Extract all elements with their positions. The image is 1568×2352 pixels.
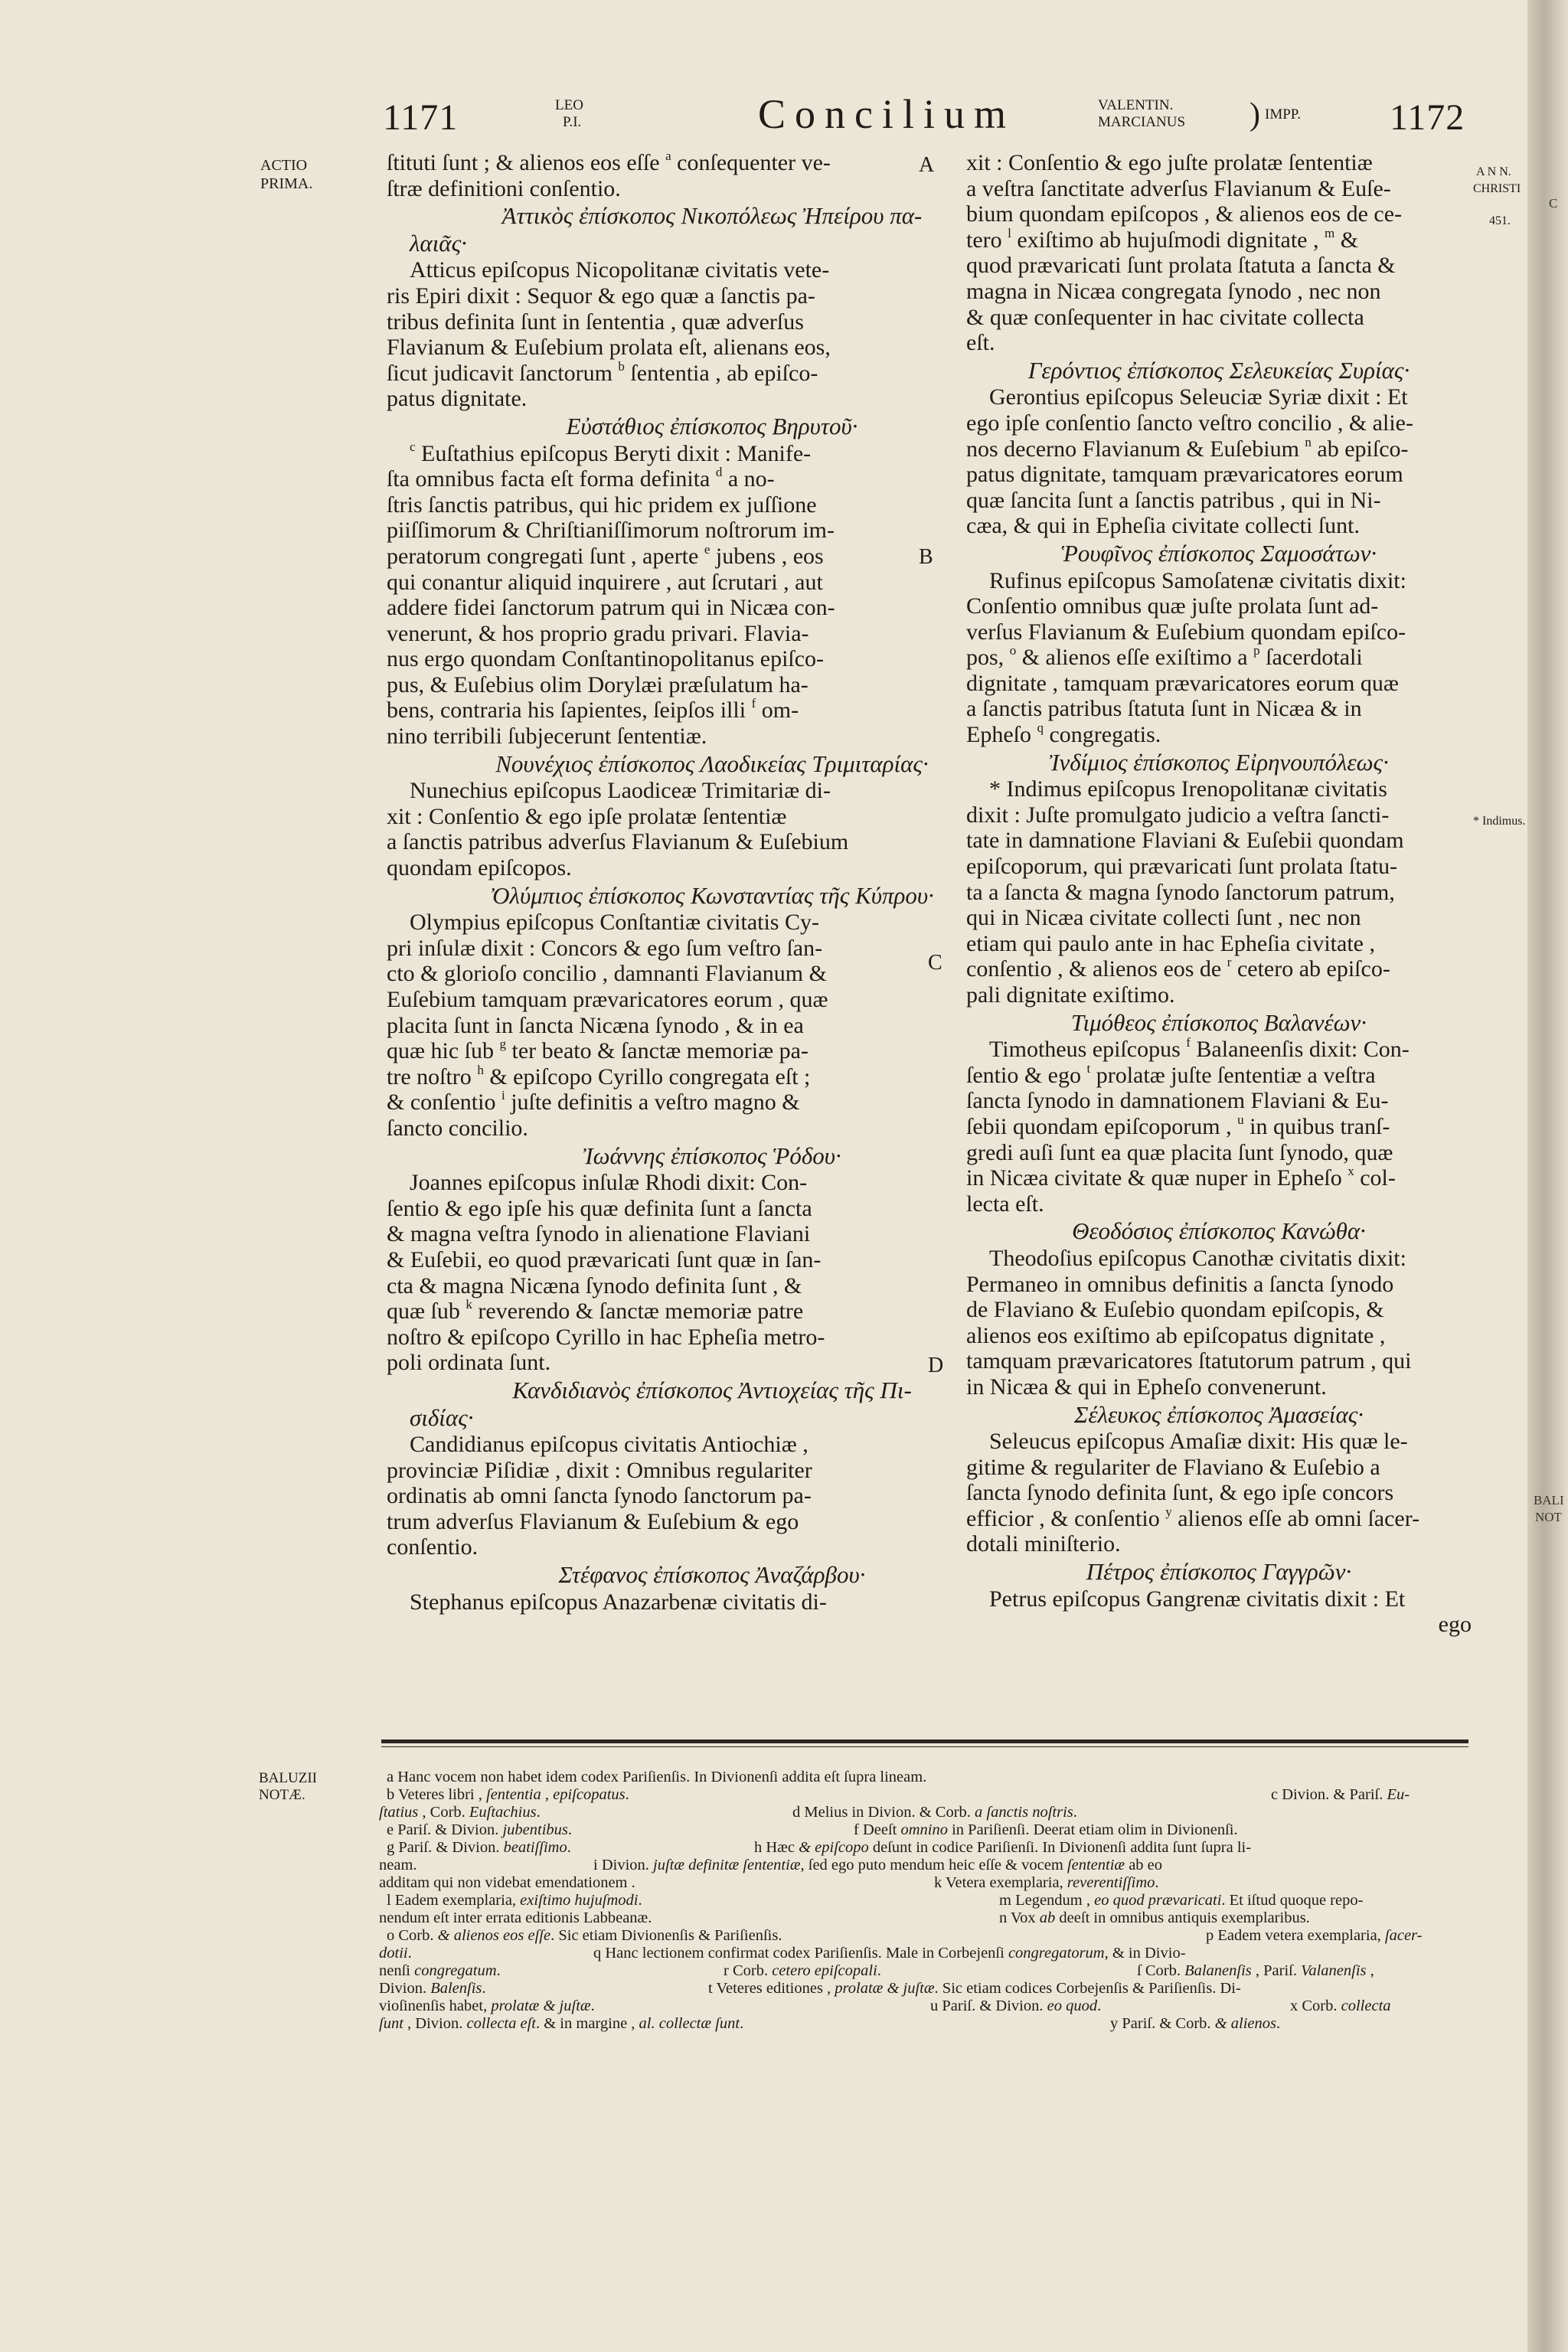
note-entry: x Corb. collecta bbox=[1290, 1998, 1391, 2014]
note-line bbox=[387, 1786, 1470, 1804]
note-entry: r Corb. cetero epiſcopali. bbox=[724, 1962, 881, 1979]
margin-indimus: * Indimus. bbox=[1473, 815, 1526, 828]
header-marcianus: MARCIANUS bbox=[1098, 114, 1186, 130]
text-line: noſtro & epiſcopo Cyrillo in hac Epheſia metro- bbox=[387, 1324, 825, 1350]
text-line: ſicut judicavit ſanctorum $^b$ ſententia , ab epiſco- bbox=[387, 358, 818, 386]
note-entry: u Pariſ. & Divion. eo quod. bbox=[930, 1998, 1102, 2014]
note-entry: e Pariſ. & Divion. jubentibus. bbox=[387, 1821, 573, 1838]
note-entry: ſtatius , Corb. Euſtachius. bbox=[379, 1804, 541, 1821]
note-entry: m Legendum , eo quod prævaricati. Et iſtud quoque repo- bbox=[999, 1892, 1364, 1909]
text-line: cto & glorioſo concilio , damnanti Flavianum & bbox=[387, 961, 827, 987]
edge-not: NOT bbox=[1535, 1510, 1562, 1524]
greek-heading: Τιμόθεος ἐπίσκοπος Βαλανέων· bbox=[1070, 1008, 1367, 1036]
text-line: Joannes epiſcopus inſulæ Rhodi dixit: Con- bbox=[410, 1170, 808, 1196]
margin-year: 451. bbox=[1489, 214, 1511, 227]
text-line: pali dignitate exiſtimo. bbox=[966, 982, 1175, 1008]
text-line: in Nicæa & qui in Epheſo convenerunt. bbox=[966, 1374, 1327, 1400]
text-line: Flavianum & Euſebium prolata eſt, alienans eos, bbox=[387, 335, 831, 361]
note-entry: t Veteres editiones , prolatæ & juſtæ. Sic etiam codices Corbejenſis & Pariſienſis. Di- bbox=[708, 1980, 1241, 1997]
page-number-right: 1172 bbox=[1390, 97, 1465, 138]
note-entry: c Divion. & Pariſ. Eu- bbox=[1271, 1786, 1410, 1803]
text-line: gitime & regulariter de Flaviano & Euſebio a bbox=[966, 1454, 1380, 1480]
note-entry: nendum eſt inter errata editionis Labbeanæ. bbox=[379, 1909, 652, 1926]
margin-actio: ACTIO bbox=[260, 157, 308, 174]
section-letter-b: B bbox=[919, 545, 933, 569]
note-line bbox=[379, 1980, 1470, 1998]
text-line: xit : Conſentio & ego ipſe prolatæ ſententiæ bbox=[387, 803, 787, 829]
text-line: ego ipſe conſentio ſancto veſtro concilio , & alie- bbox=[966, 410, 1413, 436]
text-line: Seleucus epiſcopus Amaſiæ dixit: His quæ le- bbox=[989, 1429, 1408, 1455]
note-entry: y Pariſ. & Corb. & alienos. bbox=[1110, 2015, 1281, 2032]
text-line: poli ordinata ſunt. bbox=[387, 1350, 551, 1376]
text-line: conſentio. bbox=[387, 1534, 479, 1560]
note-entry: neam. bbox=[379, 1857, 417, 1873]
note-line bbox=[379, 1962, 1470, 1980]
text-line: Gerontius epiſcopus Seleuciæ Syriæ dixit : Et bbox=[989, 384, 1408, 410]
note-line bbox=[379, 2015, 1470, 2033]
greek-heading: Κανδιδιανὸς ἐπίσκοπος Ἀντιοχείας τῆς Πι- bbox=[512, 1376, 912, 1403]
note-entry: q Hanc lectionem confirmat codex Pariſienſis. Male in Corbejenſi congregatorum, & in Divio- bbox=[593, 1945, 1186, 1962]
text-line: nos decerno Flavianum & Euſebium $^n$ ab epiſco- bbox=[966, 434, 1409, 462]
section-letter-d: D bbox=[928, 1354, 944, 1377]
text-line: Conſentio omnibus quæ juſte prolata ſunt ad- bbox=[966, 593, 1379, 619]
note-entry: h Hæc & epiſcopo deſunt in codice Pariſienſi. In Divionenſi addita ſunt ſupra li- bbox=[754, 1839, 1252, 1856]
page-number-left: 1171 bbox=[383, 97, 459, 138]
text-line: ſancta ſynodo definita ſunt, & ego ipſe concors bbox=[966, 1480, 1394, 1506]
note-entry: b Veteres libri , ſententia , epiſcopatus. bbox=[387, 1786, 629, 1803]
text-line: de Flaviano & Euſebio quondam epiſcopis, & bbox=[966, 1297, 1384, 1323]
note-line bbox=[379, 1804, 1470, 1821]
greek-heading: Θεοδόσιος ἐπίσκοπος Κανώθα· bbox=[1072, 1217, 1366, 1245]
text-line: ſtræ definitioni conſentio. bbox=[387, 175, 621, 201]
text-line: & Euſebii, eo quod prævaricati ſunt quæ in ſan- bbox=[387, 1246, 822, 1272]
text-line: quæ ſub $^k$ reverendo & ſanctæ memoriæ patre bbox=[387, 1297, 804, 1325]
note-entry: ſ Corb. Balanenſis , Pariſ. Valanenſis , bbox=[1137, 1962, 1374, 1979]
text-line: & conſentio $^i$ juſte definitis a veſtro magno & bbox=[387, 1088, 800, 1116]
text-line: verſus Flavianum & Euſebium quondam epiſco- bbox=[966, 619, 1406, 645]
text-line: in Nicæa civitate & quæ nuper in Epheſo $^x$ col- bbox=[966, 1164, 1396, 1191]
text-line: ſentio & ego ipſe his quæ definita ſunt a ſancta bbox=[387, 1195, 812, 1221]
greek-heading: Ῥουφῖνος ἐπίσκοπος Σαμοσάτων· bbox=[1060, 539, 1377, 567]
note-entry: Divion. Balenſis. bbox=[379, 1980, 486, 1997]
text-line: quæ ſancita ſunt a ſanctis patribus , qui in Ni- bbox=[966, 487, 1381, 513]
text-line: tre noſtro $^h$ & epiſcopo Cyrillo congregata eſt ; bbox=[387, 1062, 811, 1089]
text-line: Euſebium tamquam prævaricatores eorum , quæ bbox=[387, 987, 828, 1012]
text-line: ris Epiri dixit : Sequor & ego quæ a ſanctis pa- bbox=[387, 283, 815, 309]
note-line bbox=[379, 1998, 1470, 2015]
margin-christi: CHRISTI bbox=[1473, 182, 1521, 195]
text-line: quæ hic ſub $^g$ ter beato & ſanctæ memoriæ pa- bbox=[387, 1037, 808, 1064]
note-entry: n Vox ab deeſt in omnibus antiquis exemplaribus. bbox=[999, 1909, 1310, 1926]
text-line: provinciæ Piſidiæ , dixit : Omnibus regulariter bbox=[387, 1457, 812, 1483]
text-line: ſancto concilio. bbox=[387, 1115, 528, 1141]
text-line: ſebii quondam epiſcoporum , $^u$ in quibus tranſ- bbox=[966, 1112, 1390, 1139]
text-line: * Indimus epiſcopus Irenopolitanæ civitatis bbox=[989, 776, 1387, 802]
text-line: ſancta ſynodo in damnationem Flaviani & Eu- bbox=[966, 1088, 1389, 1114]
text-line: bens, contraria his ſapientes, ſeipſos illi $^f$ om- bbox=[387, 696, 799, 724]
greek-heading: Ὀλύμπιος ἐπίσκοπος Κωνσταντίας τῆς Κύπρου· bbox=[490, 881, 934, 909]
note-entry: f Deeſt omnino in Pariſienſi. Deerat etiam olim in Divionenſi. bbox=[854, 1821, 1238, 1838]
header-brace: ) bbox=[1250, 97, 1260, 132]
note-line bbox=[379, 1945, 1470, 1962]
note-entry: k Vetera exemplaria, reverentiſſimo. bbox=[934, 1874, 1159, 1891]
greek-heading: λαιᾶς· bbox=[410, 229, 467, 256]
greek-heading: Στέφανος ἐπίσκοπος Ἀναζάρβου· bbox=[558, 1561, 866, 1589]
greek-heading: Νουνέχιος ἐπίσκοπος Λαοδικείας Τριμιταρίας· bbox=[495, 750, 929, 777]
text-line: xit : Conſentio & ego juſte prolatæ ſententiæ bbox=[966, 150, 1373, 175]
text-line: nus ergo quondam Conſtantinopolitanus epiſco- bbox=[387, 646, 825, 672]
facing-page-edge bbox=[1527, 0, 1568, 2352]
greek-heading: Ἰωάννης ἐπίσκοπος Ῥόδου· bbox=[583, 1142, 841, 1169]
text-line: venerunt, & hos proprio gradu privari. Flavia- bbox=[387, 620, 809, 646]
edge-bali: BALI bbox=[1534, 1493, 1564, 1508]
baluzii-notes bbox=[379, 1769, 1470, 2033]
note-entry: ſunt , Divion. collecta eſt. & in margine , al. collectæ ſunt. bbox=[379, 2015, 744, 2032]
text-line: Petrus epiſcopus Gangrenæ civitatis dixit : Et bbox=[989, 1586, 1406, 1612]
text-line: a ſanctis patribus ſtatuta ſunt in Nicæa & in bbox=[966, 696, 1362, 722]
text-line: ſtris ſanctis patribus, qui hic pridem ex juſſione bbox=[387, 492, 817, 518]
left-column bbox=[387, 150, 1037, 1615]
text-line: placita ſunt in ſancta Nicæna ſynodo , & in ea bbox=[387, 1012, 804, 1038]
text-line: pri inſulæ dixit : Concors & ego ſum veſtro ſan- bbox=[387, 935, 823, 961]
text-line: dignitate , tamquam prævaricatores eorum quæ bbox=[966, 670, 1399, 696]
running-title: Concilium bbox=[758, 91, 1015, 137]
margin-anno: A N N. bbox=[1476, 165, 1511, 178]
note-line bbox=[379, 1857, 1470, 1874]
note-line bbox=[387, 1927, 1470, 1945]
text-line: dotali miniſterio. bbox=[966, 1531, 1121, 1557]
note-line bbox=[387, 1821, 1470, 1839]
header-pi: P.I. bbox=[563, 114, 582, 130]
greek-heading: σιδίας· bbox=[410, 1403, 474, 1431]
greek-heading: Ἰνδίμιος ἐπίσκοπος Εἰρηνουπόλεως· bbox=[1049, 748, 1389, 776]
text-line: peratorum congregati ſunt , aperte $^e$ jubens , eos bbox=[387, 541, 824, 569]
text-line: gredi auſi ſunt ea quæ placita ſunt ſynodo, quæ bbox=[966, 1139, 1393, 1165]
text-line: a ſanctis patribus adverſus Flavianum & Euſebium bbox=[387, 829, 849, 855]
notes-label-notae: NOTÆ. bbox=[259, 1787, 305, 1803]
section-letter-c: C bbox=[928, 951, 942, 975]
note-entry: o Corb. & alienos eos eſſe. Sic etiam Divionenſis & Pariſienſis. bbox=[387, 1927, 782, 1944]
text-line: Stephanus epiſcopus Anazarbenæ civitatis di- bbox=[410, 1589, 827, 1615]
text-line: Timotheus epiſcopus $^f$ Balaneenſis dixit: Con- bbox=[989, 1035, 1410, 1063]
note-entry: d Melius in Divion. & Corb. a ſanctis noſtris. bbox=[792, 1804, 1077, 1821]
text-line: lecta eſt. bbox=[966, 1191, 1044, 1217]
text-line: piiſſimorum & Chriſtianiſſimorum noſtrorum im- bbox=[387, 518, 835, 544]
footnote-rule-thin bbox=[381, 1746, 1468, 1747]
note-line bbox=[387, 1892, 1470, 1909]
header-leo: LEO bbox=[555, 97, 583, 113]
text-line: qui in Nicæa civitate collecti ſunt , nec non bbox=[966, 905, 1361, 931]
text-line: magna in Nicæa congregata ſynodo , nec non bbox=[966, 278, 1381, 304]
margin-prima: PRIMA. bbox=[260, 175, 313, 192]
text-line: pos, $^o$ & alienos eſſe exiſtimo a $^p$ ſacerdotali bbox=[966, 643, 1363, 671]
text-line: tero $^l$ exiſtimo ab hujuſmodi dignitate , $^m$ & bbox=[966, 225, 1359, 253]
text-line: dixit : Juſte promulgato judicio a veſtra ſancti- bbox=[966, 802, 1390, 828]
catchword: ego bbox=[1438, 1612, 1472, 1638]
text-line: Rufinus epiſcopus Samoſatenæ civitatis dixit: bbox=[989, 567, 1406, 593]
notes-label-baluzii: BALUZII bbox=[259, 1770, 317, 1786]
text-line: etiam qui paulo ante in hac Epheſia civitate , bbox=[966, 930, 1375, 956]
text-line: tamquam prævaricatores ſtatutorum patrum , qui bbox=[966, 1348, 1412, 1374]
text-line: ordinatis ab omni ſancta ſynodo ſanctorum pa- bbox=[387, 1483, 812, 1509]
text-line: cta & magna Nicæna ſynodo definita ſunt , & bbox=[387, 1272, 802, 1298]
text-line: pus, & Euſebius olim Dorylæi præſulatum ha- bbox=[387, 671, 808, 697]
section-letter-a: A bbox=[919, 153, 935, 177]
text-line: Olympius epiſcopus Conſtantiæ civitatis Cy- bbox=[410, 910, 819, 936]
edge-letter-c: C bbox=[1549, 196, 1558, 211]
note-entry: p Eadem vetera exemplaria, ſacer- bbox=[1206, 1927, 1423, 1944]
text-line: bium quondam epiſcopos , & alienos eos de ce- bbox=[966, 201, 1403, 227]
text-line: tribus definita ſunt in ſententia , quæ adverſus bbox=[387, 309, 804, 335]
note-entry: l Eadem exemplaria, exiſtimo hujuſmodi. bbox=[387, 1892, 642, 1909]
note-entry: dotii. bbox=[379, 1945, 412, 1962]
text-line: conſentio , & alienos eos de $^r$ cetero ab epiſco- bbox=[966, 955, 1390, 982]
text-line: alienos eos exiſtimo ab epiſcopatus dignitate , bbox=[966, 1322, 1386, 1348]
greek-heading: Γερόντιος ἐπίσκοπος Σελευκείας Συρίας· bbox=[1027, 356, 1410, 384]
text-line: & magna veſtra ſynodo in alienatione Flaviani bbox=[387, 1221, 811, 1247]
note-entry: g Pariſ. & Divion. beatiſſimo. bbox=[387, 1839, 571, 1856]
right-column bbox=[966, 150, 1472, 1638]
text-line: tate in damnatione Flaviani & Euſebii quondam bbox=[966, 828, 1404, 854]
text-line: ſtituti ſunt ; & alienos eos eſſe $^a$ conſequenter ve- bbox=[387, 149, 831, 175]
header-valentin: VALENTIN. bbox=[1098, 97, 1174, 113]
text-line: patus dignitate. bbox=[387, 386, 528, 412]
note-line bbox=[387, 1839, 1470, 1857]
greek-heading: Εὐστάθιος ἐπίσκοπος Βηρυτοῦ· bbox=[566, 412, 858, 439]
text-line: Candidianus epiſcopus civitatis Antiochiæ , bbox=[410, 1432, 808, 1458]
note-entry: vioſinenſis habet, prolatæ & juſtæ. bbox=[379, 1998, 595, 2014]
greek-heading: Πέτρος ἐπίσκοπος Γαγγρῶν· bbox=[1086, 1558, 1352, 1586]
text-line: Permaneo in omnibus definitis a ſancta ſynodo bbox=[966, 1271, 1394, 1297]
text-line: ſta omnibus facta eſt forma definita $^d$ a no- bbox=[387, 465, 775, 492]
header-impp: IMPP. bbox=[1265, 106, 1301, 122]
text-line: nino terribili ſubjecerunt ſententiæ. bbox=[387, 724, 707, 750]
text-line: eſt. bbox=[966, 330, 995, 356]
note-line bbox=[379, 1909, 1470, 1927]
text-line: a veſtra ſanctitate adverſus Flavianum & Euſe- bbox=[966, 175, 1391, 201]
text-line: $^c$ Euſtathius epiſcopus Beryti dixit : Manife- bbox=[410, 439, 812, 466]
text-line: addere fidei ſanctorum patrum qui in Nicæa con- bbox=[387, 595, 835, 621]
text-line: cæa, & qui in Epheſia civitate collecti ſunt. bbox=[966, 513, 1361, 539]
text-line: ſentio & ego $^t$ prolatæ juſte ſententiæ a veſtra bbox=[966, 1060, 1376, 1088]
text-line: epiſcoporum, qui prævaricati ſunt prolata ſtatu- bbox=[966, 854, 1398, 880]
note-line bbox=[387, 1769, 1470, 1786]
text-line: Nunechius epiſcopus Laodiceæ Trimitariæ di- bbox=[410, 778, 831, 804]
note-line bbox=[379, 1874, 1470, 1892]
text-line: & quæ conſequenter in hac civitate collecta bbox=[966, 304, 1364, 330]
text-line: Theodoſius epiſcopus Canothæ civitatis dixit: bbox=[989, 1245, 1406, 1271]
note-entry: nenſi congregatum. bbox=[379, 1962, 501, 1979]
footnote-rule bbox=[381, 1740, 1468, 1743]
text-line: efficior , & conſentio $^y$ alienos eſſe ab omni ſacer- bbox=[966, 1504, 1420, 1531]
text-line: Atticus epiſcopus Nicopolitanæ civitatis vete- bbox=[410, 257, 830, 283]
text-line: ta a ſancta & magna ſynodo ſanctorum patrum, bbox=[966, 879, 1395, 905]
text-line: trum adverſus Flavianum & Euſebium & ego bbox=[387, 1508, 799, 1534]
note-entry: i Divion. juſtæ definitæ ſententiæ, ſed ego puto mendum heic eſſe & vocem ſententiæ ab eo bbox=[593, 1857, 1163, 1873]
note-entry: additam qui non videbat emendationem . bbox=[379, 1874, 635, 1891]
text-line: qui conantur aliquid inquirere , aut ſcrutari , aut bbox=[387, 569, 823, 595]
text-line: quod prævaricati ſunt prolata ſtatuta a ſancta & bbox=[966, 253, 1396, 279]
text-line: Epheſo $^q$ congregatis. bbox=[966, 720, 1161, 748]
note-entry: a Hanc vocem non habet idem codex Pariſienſis. In Divionenſi addita eſt ſupra lineam. bbox=[387, 1769, 927, 1785]
text-line: quondam epiſcopos. bbox=[387, 855, 572, 881]
greek-heading: Ἀττικὸς ἐπίσκοπος Νικοπόλεως Ἠπείρου πα- bbox=[501, 202, 923, 230]
text-line: patus dignitate, tamquam prævaricatores eorum bbox=[966, 462, 1403, 488]
greek-heading: Σέλευκος ἐπίσκοπος Ἀμασείας· bbox=[1073, 1400, 1364, 1428]
